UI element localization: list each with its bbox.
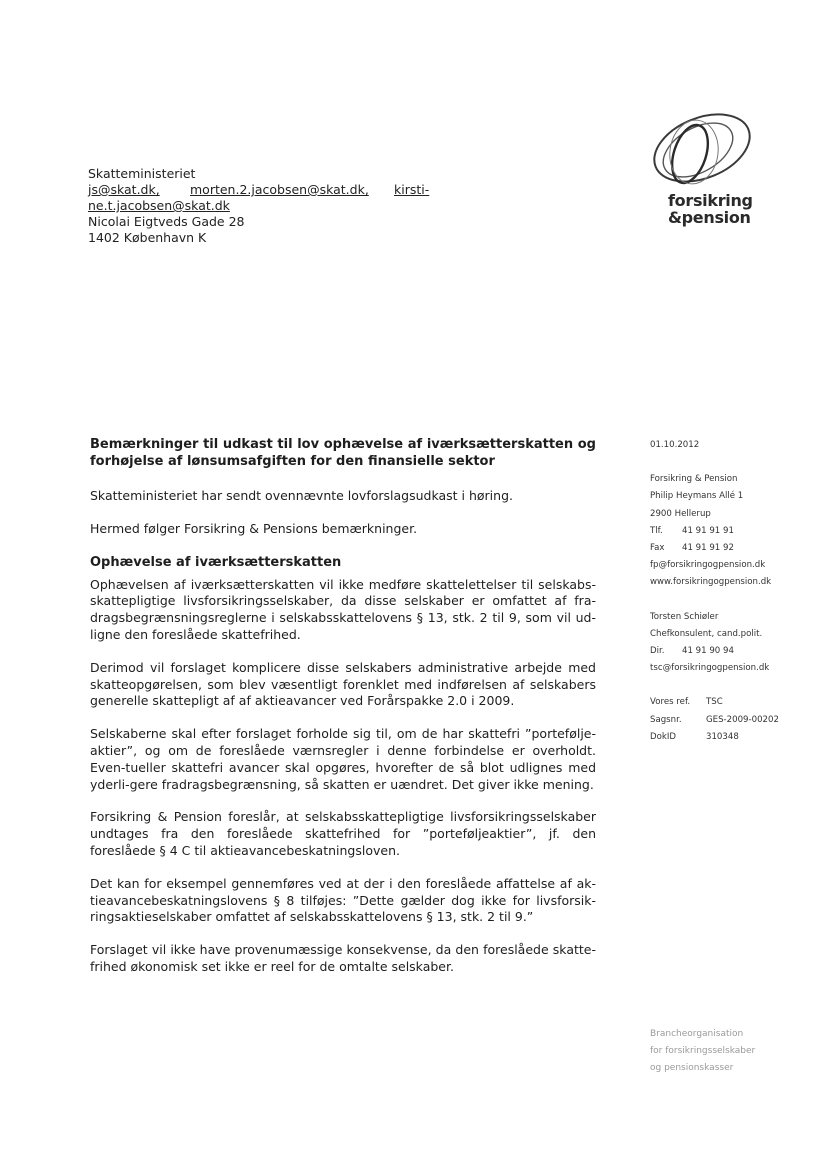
sender-email[interactable]: fp@forsikringogpension.dk xyxy=(650,560,766,571)
recipient-org: Skatteministeriet xyxy=(88,166,196,181)
email-link-morten[interactable]: morten.2.jacobsen@skat.dk, xyxy=(190,182,369,197)
email-link-kirstine[interactable]: kirsti- xyxy=(394,182,430,197)
logo-swirl-icon xyxy=(640,104,760,194)
recipient-street: Nicolai Eigtveds Gade 28 xyxy=(88,214,245,229)
contact-name: Torsten Schiøler xyxy=(650,611,719,622)
recipient-city: 1402 København K xyxy=(88,230,207,245)
sender-fax: Fax 41 91 91 92 xyxy=(650,543,734,554)
email-link-js[interactable]: js@skat.dk, xyxy=(88,182,160,197)
recipient-address xyxy=(88,166,448,246)
body-paragraph: Ophævelsen af iværksætterskatten vil ikke medføre skattelettelser til selskabs-skattepligtige livsforsikringsselskaber, da disse selskaber er omfattet af fra-dragsbegrænsningsreglerne i selskabsskattelovens § 13, stk. 2 til 9, som vil ud-ligne den foreslåede skattefrihed. xyxy=(90,576,596,642)
company-logo xyxy=(640,104,760,234)
body-paragraph: Det kan for eksempel gennemføres ved at der i den foreslåede affattelse af ak-tieavancebeskatningslovens § 8 tilføjes: ”Dette gælder dog ikke for livsforsik-ringsaktieselskaber omfattet af selskabsskattelovens § 13, stk. 2 til 9.” xyxy=(90,875,596,925)
recipient-emails xyxy=(88,182,448,198)
sender-website[interactable]: www.forsikringogpension.dk xyxy=(650,577,772,588)
email-link-kirstine-cont[interactable]: ne.t.jacobsen@skat.dk xyxy=(88,198,230,213)
organisation-tagline: Brancheorganisation for forsikringsselskaber og pensionskasser xyxy=(650,1029,756,1073)
sender-street: Philip Heymans Allé 1 xyxy=(650,491,744,502)
contact-title: Chefkonsulent, cand.polit. xyxy=(650,628,763,639)
body-paragraph: Forslaget vil ikke have provenumæssige konsekvense, da den foreslåede skatte-frihed økonomisk set ikke er reel for de omtalte selskaber. xyxy=(90,942,596,974)
section-title: Ophævelse af iværksætterskatten xyxy=(90,554,342,570)
letter-heading: Bemærkninger til udkast til lov ophævelse af iværksætterskatten og forhøjelse af lønsumsafgiften for den finansielle sektor xyxy=(90,437,596,469)
intro-paragraph: Skatteministeriet har sendt ovennævnte lovforslagsudkast i høring. xyxy=(90,488,513,503)
letter-date: 01.10.2012 xyxy=(650,440,700,450)
contact-direct-phone: Dir. 41 91 90 94 xyxy=(650,646,734,657)
body-paragraph: Derimod vil forslaget komplicere disse selskabers administrative arbejde med skatteopgørelsen, som blev væsentligt forenklet med indførelsen af selskabers generelle skattepligt af af aktieavancer ved Forårspakke 2.0 i 2009. xyxy=(90,659,596,709)
body-paragraph: Selskaberne skal efter forslaget forholde sig til, om de har skattefri ”portefølje-aktier”, og om de foreslåede værnsregler i denne forbindelse er overholdt. Even-tueller skattefri avancer skal opgøres, hvorefter de så blot udlignes med yderli-gere fradragsbegrænsning, så skatten er uændret. Det giver ikke mening. xyxy=(90,726,596,792)
logo-wordmark: forsikring &pension xyxy=(668,191,753,227)
sender-city: 2900 Hellerup xyxy=(650,508,711,519)
case-number: Sagsnr. GES-2009-00202 xyxy=(650,714,779,725)
document-id: DokID 310348 xyxy=(650,731,739,742)
sender-phone: Tlf. 41 91 91 91 xyxy=(650,525,734,536)
our-reference: Vores ref. TSC xyxy=(650,697,723,708)
sender-info-sidebar xyxy=(650,437,820,746)
letter-body xyxy=(90,436,596,992)
sender-org: Forsikring & Pension xyxy=(650,474,738,485)
body-paragraph: Forsikring & Pension foreslår, at selskabsskattepligtige livsforsikringsselskaber undtages fra den foreslåede skattefrihed for ”porteføljeaktier”, jf. den foreslåede § 4 C til aktieavancebeskatningsloven. xyxy=(90,809,596,858)
contact-email[interactable]: tsc@forsikringogpension.dk xyxy=(650,663,770,674)
intro-paragraph: Hermed følger Forsikring & Pensions bemærkninger. xyxy=(90,520,418,536)
